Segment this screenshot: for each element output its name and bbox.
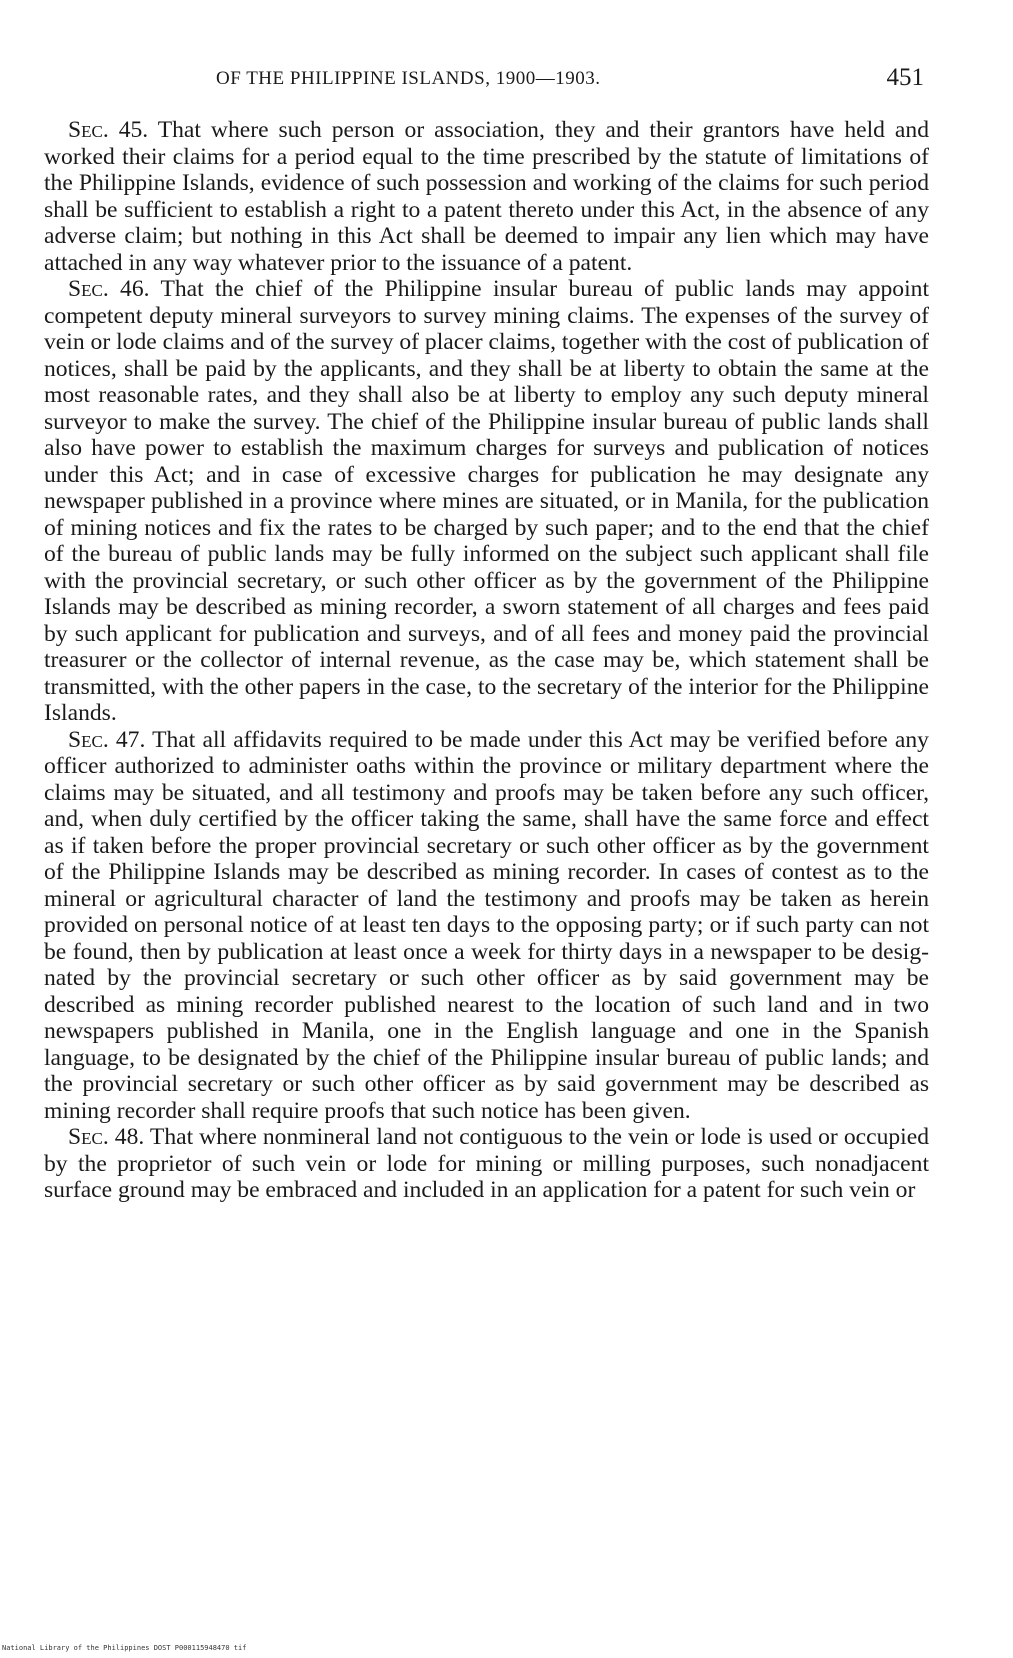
section-46: [44, 276, 929, 727]
section-text: That the chief of the Philippine insular bureau of public lands may appoint competent deputy mineral surveyors to survey mining claims. The expenses of the survey of vein or lode claims and of the survey of placer claims, together with the cost of publication of notices, shall be paid by the applicants, and they shall be at liberty to obtain the same at the most reasonable rates, and they shall also be at liberty to employ any such deputy mineral surveyor to make the survey. The chief of the Philippine insular bureau of public lands shall also have power to establish the maximum charges for surveys and publication of notices under this Act; and in case of excessive charges for publication he may designate any newspaper published in a province where mines are situated, or in Manila, for the publication of mining notices and fix the rates to be charged by such paper; and to the end that the chief of the bureau of public lands may be fully informed on the subject such applicant shall file with the provincial secretary, or such other officer as by the government of the Philippine Islands may be described as mining recorder, a sworn statement of all charges and fees paid by such applicant for publication and surveys, and of all fees and money paid the provincial treasurer or the collector of internal revenue, as the case may be, which statement shall be transmitted, with the other papers in the case, to the secretary of the interior for the Philippine Islands.: [44, 276, 929, 726]
page-header: [44, 64, 924, 100]
section-label: Sec. 47.: [68, 726, 146, 753]
section-48: [44, 1124, 929, 1204]
section-text: That where nonmineral land not contiguous to the vein or lode is used or occupied by the proprietor of such vein or lode for mining or milling purposes, such nonadjacent surface ground may be embraced and included in an application for a patent for such vein or: [44, 1124, 929, 1203]
section-47: [44, 727, 929, 1125]
section-label: Sec. 48.: [68, 1124, 145, 1150]
body-text: [44, 117, 929, 1204]
section-label: Sec. 46.: [68, 276, 150, 302]
scan-footer: National Library of the Philippines DOST P000115948470 tif: [2, 1644, 247, 1652]
section-text: That where such person or association, they and their grantors have held and worked their claims for a period equal to the time prescribed by the statute of limitations of the Philippine Islands, evidence of such possession and working of the claims for such period shall be sufficient to establish a right to a patent thereto under this Act, in the absence of any adverse claim; but nothing in this Act shall be deemed to impair any lien which may have attached in any way whatever prior to the issuance of a patent.: [44, 117, 929, 276]
section-label: Sec. 45.: [68, 117, 149, 143]
section-45: [44, 117, 929, 276]
page-number: 451: [886, 64, 924, 91]
section-text: That all affidavits required to be made under this Act may be verified before any officer authorized to administer oaths within the province or military department where the claims may be situated, and all testimony and proofs may be taken before any such officer, and, when duly certified by the officer taking the same, shall have the same force and effect as if taken before the proper provincial secretary or such other officer as by the government of the Philippine Islands may be described as mining recorder. In cases of contest as to the mineral or agricultural character of land the testimony and proofs may be taken as herein provided on personal notice of at least ten days to the opposing party; or if such party can not be found, then by publication at least once a week for thirty days in a newspaper to be designated by the provincial secretary or such other officer as by said government may be described as mining recorder published nearest to the location of such land and in two newspapers published in Manila, one in the English language and one in the Spanish language, to be designated by the chief of the Philippine insular bureau of public lands; and the provincial secretary or such other officer as by said government may be described as mining recorder shall require proofs that such notice has been given.: [44, 726, 929, 1124]
running-title: OF THE PHILIPPINE ISLANDS, 1900—1903.: [216, 68, 601, 89]
